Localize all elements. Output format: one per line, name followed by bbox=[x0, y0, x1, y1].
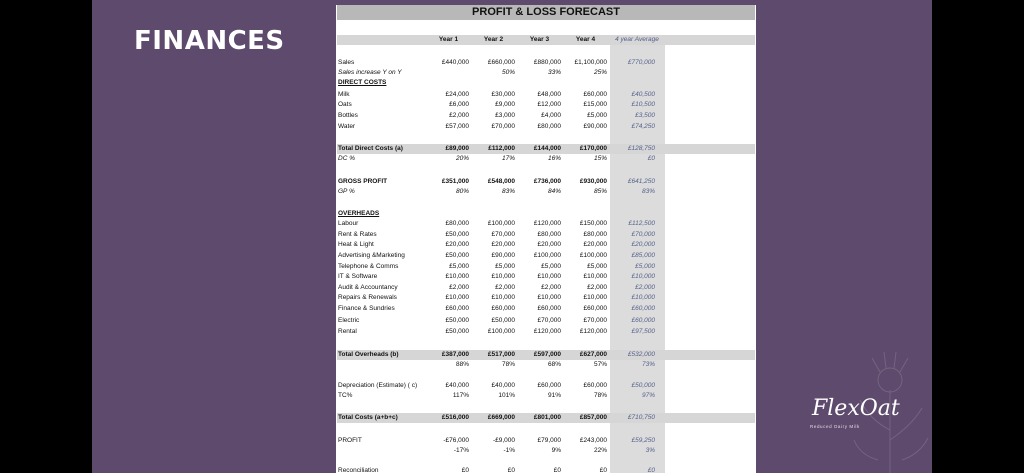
year-cell: £10,000 bbox=[537, 294, 561, 301]
year-cell: £4,000 bbox=[541, 112, 561, 119]
row-label: Finance & Sundries bbox=[338, 305, 395, 312]
year-cell: 22% bbox=[593, 447, 607, 454]
year-cell: £669,000 bbox=[487, 414, 515, 421]
year-cell: £24,000 bbox=[445, 91, 469, 98]
year-cell: £70,000 bbox=[491, 231, 515, 238]
year-cell: £120,000 bbox=[533, 220, 561, 227]
table-title: PROFIT & LOSS FORECAST bbox=[337, 5, 755, 20]
year-cell: £2,000 bbox=[587, 284, 607, 291]
year-cell: 33% bbox=[547, 69, 561, 76]
year-cell: £3,000 bbox=[495, 112, 515, 119]
year-cell: £40,000 bbox=[491, 382, 515, 389]
year-cell: £50,000 bbox=[445, 328, 469, 335]
year-cell: £0 bbox=[507, 467, 515, 473]
average-cell: £70,000 bbox=[631, 231, 655, 238]
year-cell: 91% bbox=[547, 392, 561, 399]
table-row bbox=[337, 187, 755, 197]
year-cell: £0 bbox=[599, 467, 607, 473]
table-row bbox=[337, 154, 755, 164]
year-cell: £1,100,000 bbox=[574, 59, 607, 66]
table-row bbox=[337, 327, 755, 337]
column-header-year1: Year 1 bbox=[438, 36, 459, 43]
year-cell: 9% bbox=[551, 447, 561, 454]
average-cell: £532,000 bbox=[627, 351, 655, 358]
average-cell: £97,500 bbox=[631, 328, 655, 335]
row-label: Repairs & Renewals bbox=[338, 294, 397, 301]
year-cell: £10,000 bbox=[445, 294, 469, 301]
table-row bbox=[337, 272, 755, 282]
row-label: DIRECT COSTS bbox=[338, 79, 387, 86]
year-cell: £80,000 bbox=[583, 231, 607, 238]
table-row bbox=[337, 283, 755, 293]
row-label: TC% bbox=[338, 392, 353, 399]
year-cell: £20,000 bbox=[491, 241, 515, 248]
year-cell: £60,000 bbox=[537, 382, 561, 389]
year-cell: 85% bbox=[593, 188, 607, 195]
average-cell: £641,250 bbox=[627, 178, 655, 185]
year-cell: £15,000 bbox=[583, 101, 607, 108]
year-cell: 80% bbox=[455, 188, 469, 195]
average-cell: £10,000 bbox=[631, 273, 655, 280]
row-label: Rental bbox=[338, 328, 357, 335]
row-label: Telephone & Comms bbox=[338, 263, 399, 270]
average-cell: £770,000 bbox=[627, 59, 655, 66]
average-cell: £40,500 bbox=[631, 91, 655, 98]
year-cell: £6,000 bbox=[449, 101, 469, 108]
slide-title: FINANCES bbox=[134, 26, 285, 56]
row-label: Sales increase Y on Y bbox=[338, 69, 402, 76]
table-row bbox=[337, 58, 755, 68]
table-row bbox=[337, 466, 755, 473]
year-cell: £144,000 bbox=[533, 145, 561, 152]
year-cell: £2,000 bbox=[541, 284, 561, 291]
year-cell: £70,000 bbox=[537, 317, 561, 324]
year-cell: £801,000 bbox=[533, 414, 561, 421]
year-cell: -£76,000 bbox=[443, 437, 469, 444]
year-cell: £517,000 bbox=[487, 351, 515, 358]
year-cell: £12,000 bbox=[537, 101, 561, 108]
table-row bbox=[337, 177, 755, 187]
table-row bbox=[337, 262, 755, 272]
year-cell: £80,000 bbox=[445, 220, 469, 227]
average-cell: £0 bbox=[647, 155, 655, 162]
row-label: Total Direct Costs (a) bbox=[338, 145, 403, 152]
brand-tagline: Reduced Dairy Milk bbox=[810, 424, 860, 429]
year-cell: £5,000 bbox=[495, 263, 515, 270]
row-label: Advertising &Marketing bbox=[338, 252, 405, 259]
year-cell: £100,000 bbox=[579, 252, 607, 259]
column-header-year4: Year 4 bbox=[575, 36, 596, 43]
table-row bbox=[337, 360, 755, 370]
year-cell: £2,000 bbox=[495, 284, 515, 291]
year-cell: -17% bbox=[453, 447, 469, 454]
column-header-year3: Year 3 bbox=[529, 36, 550, 43]
year-cell: £5,000 bbox=[587, 263, 607, 270]
average-cell: £60,000 bbox=[631, 305, 655, 312]
year-cell: £80,000 bbox=[537, 123, 561, 130]
year-cell: £150,000 bbox=[579, 220, 607, 227]
year-cell: £351,000 bbox=[441, 178, 469, 185]
table-row bbox=[337, 381, 755, 391]
row-label: Water bbox=[338, 123, 356, 130]
year-cell: £440,000 bbox=[441, 59, 469, 66]
table-row bbox=[337, 68, 755, 78]
year-cell: £930,000 bbox=[579, 178, 607, 185]
year-cell: £90,000 bbox=[583, 123, 607, 130]
year-cell: -1% bbox=[503, 447, 515, 454]
table-row bbox=[337, 413, 755, 423]
brand-logo: FlexOat bbox=[812, 396, 900, 421]
year-cell: £880,000 bbox=[533, 59, 561, 66]
row-label: Total Overheads (b) bbox=[338, 351, 399, 358]
year-cell: £60,000 bbox=[491, 305, 515, 312]
average-cell: £710,750 bbox=[627, 414, 655, 421]
year-cell: 88% bbox=[455, 361, 469, 368]
year-cell: £40,000 bbox=[445, 382, 469, 389]
average-cell: £3,500 bbox=[635, 112, 655, 119]
average-cell: £85,000 bbox=[631, 252, 655, 259]
year-cell: £100,000 bbox=[533, 252, 561, 259]
year-cell: £60,000 bbox=[537, 305, 561, 312]
year-cell: £0 bbox=[553, 467, 561, 473]
table-row bbox=[337, 240, 755, 250]
average-cell: £2,000 bbox=[635, 284, 655, 291]
year-cell: £5,000 bbox=[541, 263, 561, 270]
year-cell: £10,000 bbox=[537, 273, 561, 280]
year-cell: £0 bbox=[461, 467, 469, 473]
average-cell: £0 bbox=[647, 467, 655, 473]
year-cell: 68% bbox=[547, 361, 561, 368]
table-row bbox=[337, 144, 755, 154]
year-cell: 16% bbox=[547, 155, 561, 162]
year-cell: £50,000 bbox=[445, 252, 469, 259]
table-row bbox=[337, 219, 755, 229]
year-cell: £60,000 bbox=[583, 91, 607, 98]
year-cell: £120,000 bbox=[579, 328, 607, 335]
table-row bbox=[337, 316, 755, 326]
average-cell: 97% bbox=[641, 392, 655, 399]
year-cell: £548,000 bbox=[487, 178, 515, 185]
year-cell: 20% bbox=[455, 155, 469, 162]
year-cell: £9,000 bbox=[495, 101, 515, 108]
average-cell: £74,250 bbox=[631, 123, 655, 130]
year-cell: £170,000 bbox=[579, 145, 607, 152]
column-header-year2: Year 2 bbox=[483, 36, 504, 43]
table-row bbox=[337, 391, 755, 401]
year-cell: £10,000 bbox=[583, 294, 607, 301]
year-cell: 15% bbox=[593, 155, 607, 162]
table-row bbox=[337, 350, 755, 360]
year-cell: £10,000 bbox=[583, 273, 607, 280]
row-label: PROFIT bbox=[338, 437, 362, 444]
year-cell: £90,000 bbox=[491, 252, 515, 259]
year-cell: £50,000 bbox=[445, 317, 469, 324]
row-label: IT & Software bbox=[338, 273, 378, 280]
year-cell: £112,000 bbox=[488, 145, 515, 152]
row-label: Total Costs (a+b+c) bbox=[338, 414, 398, 421]
year-cell: £660,000 bbox=[487, 59, 515, 66]
row-label: Milk bbox=[338, 91, 350, 98]
year-cell: 25% bbox=[593, 69, 607, 76]
year-cell: 117% bbox=[452, 392, 469, 399]
row-label: Sales bbox=[338, 59, 355, 66]
year-cell: £387,000 bbox=[441, 351, 469, 358]
year-cell: £70,000 bbox=[583, 317, 607, 324]
average-cell: £60,000 bbox=[631, 317, 655, 324]
year-cell: £100,000 bbox=[487, 220, 515, 227]
average-cell: £50,000 bbox=[631, 382, 655, 389]
year-cell: 84% bbox=[547, 188, 561, 195]
year-cell: £5,000 bbox=[449, 263, 469, 270]
average-cell: £5,000 bbox=[635, 263, 655, 270]
table-row bbox=[337, 251, 755, 261]
table-row bbox=[337, 293, 755, 303]
average-cell: 73% bbox=[641, 361, 655, 368]
year-cell: £70,000 bbox=[491, 123, 515, 130]
year-cell: £516,000 bbox=[441, 414, 469, 421]
year-cell: £20,000 bbox=[537, 241, 561, 248]
average-cell: £112,500 bbox=[628, 220, 655, 227]
table-row bbox=[337, 78, 755, 88]
row-label: Heat & Light bbox=[338, 241, 374, 248]
average-cell: 83% bbox=[641, 188, 655, 195]
year-cell: £30,000 bbox=[491, 91, 515, 98]
year-cell: £50,000 bbox=[445, 231, 469, 238]
year-cell: £2,000 bbox=[449, 112, 469, 119]
table-row bbox=[337, 100, 755, 110]
average-cell: £128,750 bbox=[627, 145, 655, 152]
pl-forecast-table bbox=[336, 5, 756, 473]
year-cell: 17% bbox=[501, 155, 515, 162]
year-cell: £20,000 bbox=[445, 241, 469, 248]
row-label: OVERHEADS bbox=[338, 210, 380, 217]
year-cell: £120,000 bbox=[533, 328, 561, 335]
row-label: Reconciliation bbox=[338, 467, 379, 473]
table-row bbox=[337, 436, 755, 446]
year-cell: £80,000 bbox=[537, 231, 561, 238]
row-label: GP % bbox=[338, 188, 355, 195]
year-cell: £627,000 bbox=[579, 351, 607, 358]
average-cell: £10,500 bbox=[631, 101, 655, 108]
row-label: Electric bbox=[338, 317, 360, 324]
year-cell: 78% bbox=[501, 361, 515, 368]
row-label: GROSS PROFIT bbox=[338, 178, 388, 185]
year-cell: 83% bbox=[501, 188, 515, 195]
year-cell: £79,000 bbox=[537, 437, 561, 444]
row-label: Bottles bbox=[338, 112, 358, 119]
row-label: Rent & Rates bbox=[338, 231, 377, 238]
year-cell: £2,000 bbox=[449, 284, 469, 291]
year-cell: £10,000 bbox=[491, 273, 515, 280]
year-cell: £57,000 bbox=[445, 123, 469, 130]
year-cell: £100,000 bbox=[487, 328, 515, 335]
table-row bbox=[337, 111, 755, 121]
year-cell: 78% bbox=[593, 392, 607, 399]
slide bbox=[92, 0, 932, 473]
year-cell: 57% bbox=[593, 361, 607, 368]
row-label: Depreciation (Estimate) ( c) bbox=[338, 382, 418, 389]
year-cell: £60,000 bbox=[583, 382, 607, 389]
year-cell: £857,000 bbox=[579, 414, 607, 421]
year-cell: £243,000 bbox=[579, 437, 607, 444]
year-cell: 50% bbox=[501, 69, 515, 76]
year-cell: £10,000 bbox=[491, 294, 515, 301]
table-row bbox=[337, 446, 755, 456]
row-label: DC % bbox=[338, 155, 355, 162]
table-row bbox=[337, 304, 755, 314]
year-cell: £48,000 bbox=[537, 91, 561, 98]
average-cell: £59,250 bbox=[631, 437, 655, 444]
year-cell: £60,000 bbox=[445, 305, 469, 312]
year-cell: £89,000 bbox=[445, 145, 469, 152]
average-cell: £20,000 bbox=[631, 241, 655, 248]
table-row bbox=[337, 90, 755, 100]
average-cell: £10,000 bbox=[631, 294, 655, 301]
year-cell: £20,000 bbox=[583, 241, 607, 248]
year-cell: -£9,000 bbox=[492, 437, 515, 444]
year-cell: 101% bbox=[498, 392, 515, 399]
table-row bbox=[337, 122, 755, 132]
table-row bbox=[337, 230, 755, 240]
year-cell: £5,000 bbox=[587, 112, 607, 119]
year-cell: £597,000 bbox=[533, 351, 561, 358]
year-cell: £60,000 bbox=[583, 305, 607, 312]
row-label: Audit & Accountancy bbox=[338, 284, 398, 291]
table-row bbox=[337, 209, 755, 219]
year-cell: £736,000 bbox=[533, 178, 561, 185]
year-cell: £50,000 bbox=[491, 317, 515, 324]
average-cell: 3% bbox=[645, 447, 655, 454]
row-label: Labour bbox=[338, 220, 359, 227]
year-cell: £10,000 bbox=[445, 273, 469, 280]
column-header-average: 4 year Average bbox=[615, 36, 659, 43]
row-label: Oats bbox=[338, 101, 352, 108]
